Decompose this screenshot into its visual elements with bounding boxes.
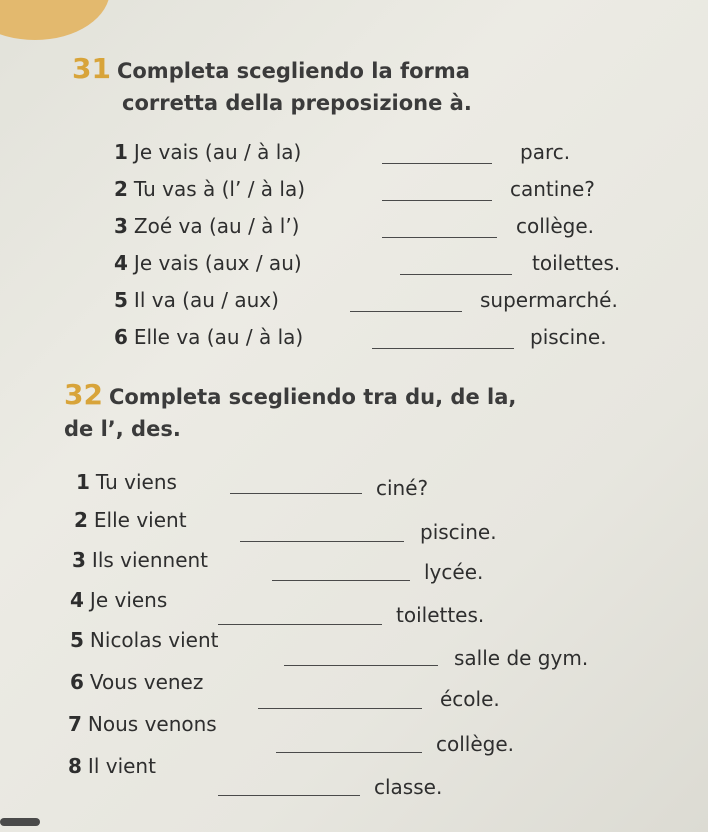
exercise-32-item-4	[70, 588, 167, 612]
exercise-32-number: 32	[64, 378, 103, 411]
exercise-32-item-3	[72, 548, 208, 572]
item-tail: classe.	[374, 775, 443, 799]
exercise-31-number: 31	[72, 52, 111, 85]
item-number: 4	[70, 588, 84, 612]
exercise-32-item-7	[68, 712, 217, 736]
answer-blank[interactable]	[350, 311, 462, 312]
exercise-32-item-5	[70, 628, 218, 652]
item-tail: supermarché.	[480, 288, 618, 312]
item-number: 1	[76, 470, 90, 494]
item-text: Tu viens	[95, 470, 177, 494]
exercise-31-item-4	[114, 251, 302, 275]
item-number: 2	[74, 508, 88, 532]
exercise-31-title-line2: corretta della preposizione à.	[122, 91, 472, 115]
item-tail: piscine.	[420, 520, 497, 544]
item-text: Elle va (au / à la)	[133, 325, 304, 349]
item-number: 7	[68, 712, 82, 736]
answer-blank[interactable]	[372, 348, 514, 349]
exercise-31-heading	[72, 52, 470, 88]
exercise-32-title-line1: Completa scegliendo tra du, de la,	[108, 385, 517, 409]
answer-blank[interactable]	[400, 274, 512, 275]
answer-blank[interactable]	[230, 493, 362, 494]
exercise-31-item-1	[114, 140, 301, 164]
exercise-31-title-line2-row	[122, 86, 472, 120]
item-tail: toilettes.	[396, 603, 485, 627]
item-tail: toilettes.	[532, 251, 621, 275]
item-number: 6	[70, 670, 84, 694]
item-text: Ils viennent	[91, 548, 209, 572]
item-text: Nous venons	[87, 712, 217, 736]
item-tail: parc.	[520, 140, 571, 164]
page-edge-mark	[0, 818, 40, 826]
exercise-31-item-6	[114, 325, 303, 349]
item-number: 3	[72, 548, 86, 572]
answer-blank[interactable]	[240, 541, 404, 542]
exercise-31-item-5	[114, 288, 279, 312]
answer-blank[interactable]	[272, 580, 410, 581]
answer-blank[interactable]	[382, 200, 492, 201]
item-tail: collège.	[516, 214, 595, 238]
item-text: Il va (au / aux)	[133, 288, 279, 312]
item-tail: salle de gym.	[454, 646, 589, 670]
exercise-31-item-2	[114, 177, 305, 201]
item-tail: lycée.	[424, 560, 484, 584]
exercise-31-title-line1: Completa scegliendo la forma	[116, 59, 470, 83]
item-number: 8	[68, 754, 82, 778]
item-text: Elle vient	[93, 508, 187, 532]
answer-blank[interactable]	[284, 665, 438, 666]
exercise-31-item-3	[114, 214, 300, 238]
item-number: 3	[114, 214, 128, 238]
item-tail: cantine?	[510, 177, 595, 201]
item-text: Nicolas vient	[89, 628, 219, 652]
item-number: 5	[70, 628, 84, 652]
exercise-32-item-2	[74, 508, 187, 532]
exercise-32-item-1	[76, 470, 177, 494]
item-number: 2	[114, 177, 128, 201]
exercise-32-item-8	[68, 754, 156, 778]
item-number: 5	[114, 288, 128, 312]
answer-blank[interactable]	[258, 708, 422, 709]
exercise-32-title-line2-row	[64, 412, 181, 446]
item-number: 4	[114, 251, 128, 275]
item-text: Je vais (au / à la)	[133, 140, 302, 164]
item-text: Vous venez	[89, 670, 204, 694]
item-tail: piscine.	[530, 325, 607, 349]
item-text: Je viens	[89, 588, 168, 612]
item-text: Tu vas à (l’ / à la)	[133, 177, 306, 201]
corner-highlight-shape	[0, 0, 110, 40]
answer-blank[interactable]	[382, 237, 497, 238]
answer-blank[interactable]	[382, 163, 492, 164]
item-text: Zoé va (au / à l’)	[133, 214, 300, 238]
answer-blank[interactable]	[276, 752, 422, 753]
item-tail: école.	[440, 687, 500, 711]
exercise-32-title-line2: de l’, des.	[64, 417, 181, 441]
exercise-32-heading	[64, 378, 516, 414]
item-number: 6	[114, 325, 128, 349]
item-number: 1	[114, 140, 128, 164]
item-tail: collège.	[436, 732, 515, 756]
answer-blank[interactable]	[218, 624, 382, 625]
answer-blank[interactable]	[218, 795, 360, 796]
exercise-32-item-6	[70, 670, 203, 694]
item-text: Je vais (aux / au)	[133, 251, 302, 275]
item-tail: ciné?	[376, 476, 429, 500]
item-text: Il vient	[87, 754, 156, 778]
